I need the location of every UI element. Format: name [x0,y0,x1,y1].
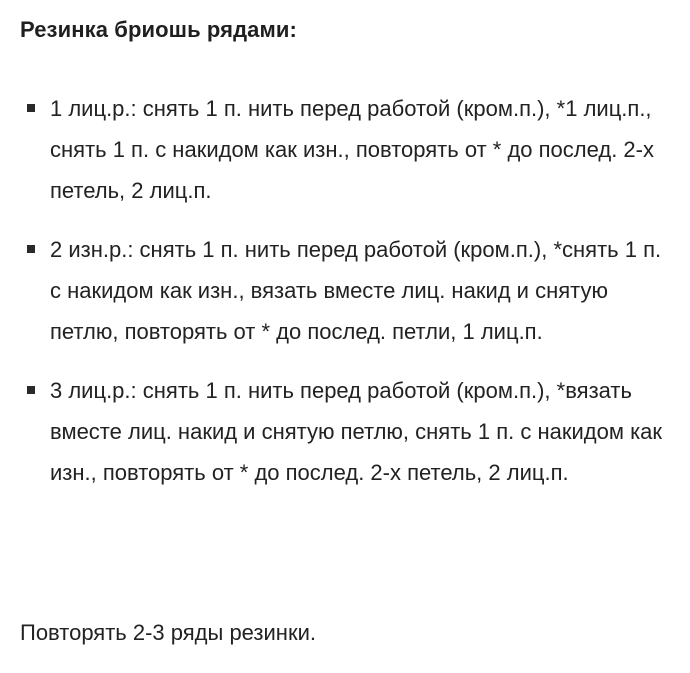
section-title: Резинка бриошь рядами: [20,17,297,42]
repeat-note: Повторять 2-3 ряды резинки. [20,620,316,645]
bullet-icon [27,245,35,253]
list-item-text: 2 изн.р.: снять 1 п. нить перед работой (кром.п.), *снять 1 п. с накидом как изн., вязать вместе лиц. накид и снятую петлю, повторять от * до послед. петли, 1 лиц.п. [50,237,662,344]
list-item-text: 3 лиц.р.: снять 1 п. нить перед работой (кром.п.), *вязать вместе лиц. накид и снятую петлю, снять 1 п. с накидом как изн., повторять от * до послед. 2-х петель, 2 лиц.п. [50,378,663,485]
bullet-icon [27,386,35,394]
list-item-row-1 [0,88,690,211]
list-item-text: 1 лиц.р.: снять 1 п. нить перед работой (кром.п.), *1 лиц.п., снять 1 п. с накидом как изн., повторять от * до послед. 2-х петель, 2 лиц.п. [50,96,654,203]
bullet-icon [27,104,35,112]
list-item-row-2 [0,229,690,352]
list-item-row-3 [0,370,690,493]
row-instructions-list [0,88,690,511]
